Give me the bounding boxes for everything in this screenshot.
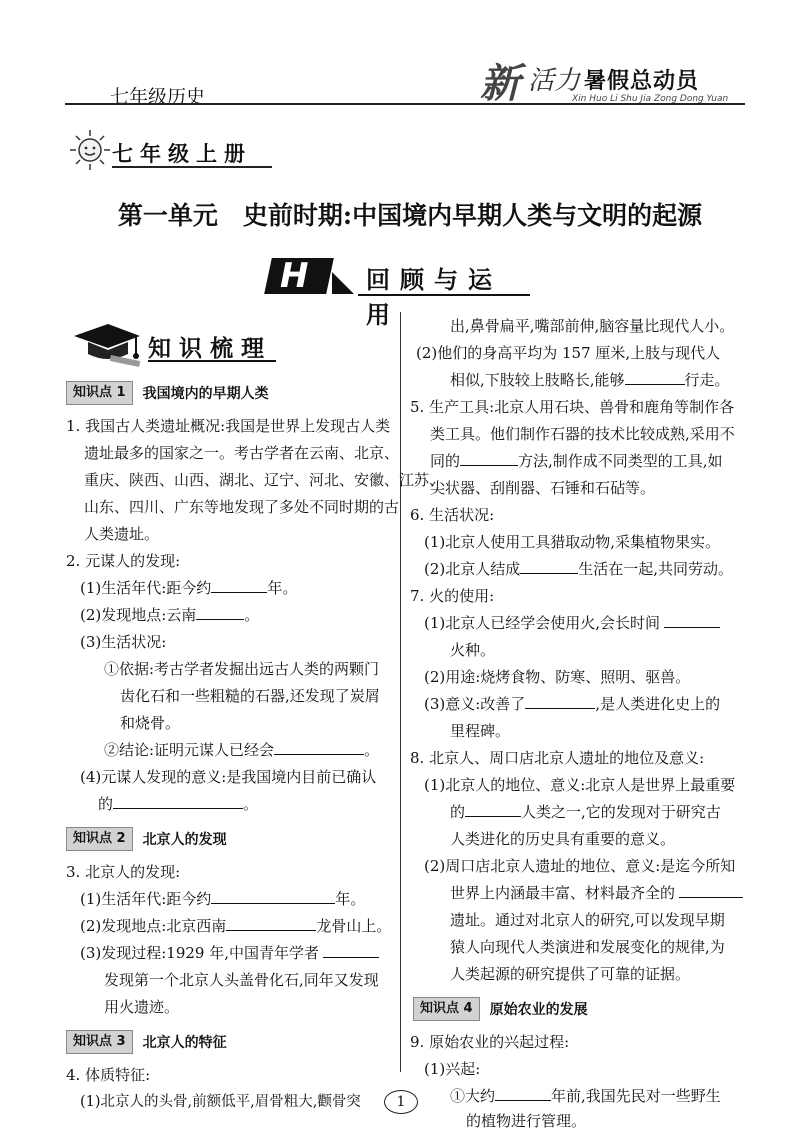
text-line: 2. 元谋人的发现: [66, 552, 181, 570]
answer-blank[interactable] [211, 887, 335, 904]
kp-title: 北京人的特征 [142, 1035, 227, 1051]
text-line: 的 。 [98, 791, 258, 818]
sun-icon [68, 128, 112, 172]
text-line: 出,鼻骨扁平,嘴部前伸,脑容量比现代人小。 [450, 317, 735, 335]
text-line: 齿化石和一些粗糙的石器,还发现了炭屑 [120, 687, 380, 705]
text-line: 4. 体质特征: [66, 1066, 151, 1084]
text-line: 猿人向现代人类演进和发展变化的规律,为 [450, 938, 725, 956]
page-number: 1 [384, 1090, 418, 1114]
column-divider [400, 312, 401, 1072]
text-line: (2)北京人结成 生活在一起,共同劳动。 [424, 556, 733, 583]
volume-label: 七年级上册 [112, 138, 272, 168]
text-line: ①依据:考古学者发掘出远古人类的两颗门 [104, 660, 380, 678]
answer-blank[interactable] [274, 738, 364, 755]
text-line: (2)发现地点:云南 。 [80, 602, 259, 629]
text-line: (3)生活状况: [80, 633, 167, 651]
kp-title: 我国境内的早期人类 [142, 386, 269, 402]
text-line: 的 人类之一,它的发现对于研究古 [450, 799, 721, 826]
kp-title: 北京人的发现 [142, 832, 227, 848]
brand-xin: 新 [480, 60, 520, 107]
text-line: (1)北京人的头骨,前额低平,眉骨粗大,颧骨突 [80, 1094, 361, 1110]
text-line: (2)发现地点:北京西南 龙骨山上。 [80, 913, 391, 940]
text-line: 7. 火的使用: [410, 587, 495, 605]
text-line: (1)生活年代:距今约 年。 [80, 575, 297, 602]
review-banner [268, 256, 530, 329]
text-line: (1)兴起: [424, 1060, 481, 1078]
review-triangle [332, 272, 354, 294]
text-line: (1)北京人使用工具猎取动物,采集植物果实。 [424, 533, 721, 551]
text-line: (2)他们的身高平均为 157 厘米,上肢与现代人 [416, 344, 721, 362]
kp-tag: 知识点 4 [413, 997, 480, 1021]
text-line: 发现第一个北京人头盖骨化石,同年又发现 [104, 971, 379, 989]
answer-blank[interactable] [625, 368, 685, 385]
answer-blank[interactable] [520, 557, 578, 574]
kp-tag: 知识点 1 [66, 381, 133, 405]
answer-blank[interactable] [196, 603, 244, 620]
text-line: (1)生活年代:距今约 年。 [80, 886, 365, 913]
text-line: 用火遗迹。 [104, 998, 180, 1016]
graduation-cap-icon [70, 318, 142, 370]
knowledge-point-3 [66, 1030, 227, 1054]
text-line: 人类进化的历史具有重要的意义。 [450, 830, 676, 848]
text-line: (2)周口店北京人遗址的地位、意义:是迄今所知 [424, 857, 736, 875]
text-line: 3. 北京人的发现: [66, 863, 181, 881]
text-line: 山东、四川、广东等地发现了多处不同时期的古 [84, 498, 400, 516]
text-line: (1)北京人已经学会使用火,会长时间 [424, 610, 720, 637]
text-line: 5. 生产工具:北京人用石块、兽骨和鹿角等制作各 [410, 398, 735, 416]
answer-blank[interactable] [495, 1084, 551, 1101]
knowledge-point-4 [413, 997, 588, 1021]
answer-blank[interactable] [525, 692, 595, 709]
text-line: 和烧骨。 [120, 714, 181, 732]
text-line: 遗址。通过对北京人的研究,可以发现早期 [450, 911, 725, 929]
text-line: 重庆、陕西、山西、湖北、辽宁、河北、安徽、江苏、 [84, 471, 445, 489]
text-line: 相似,下肢较上肢略长,能够 行走。 [450, 367, 730, 394]
text-line: 人类起源的研究提供了可靠的证据。 [450, 965, 691, 983]
text-line: 9. 原始农业的兴起过程: [410, 1033, 570, 1051]
answer-blank[interactable] [460, 449, 518, 466]
answer-blank[interactable] [664, 611, 720, 628]
knowledge-point-2 [66, 827, 227, 851]
text-line: ②结论:证明元谋人已经会 。 [104, 737, 379, 764]
unit-title: 第一单元 史前时期:中国境内早期人类与文明的起源 [117, 201, 703, 230]
brand-huoli: 活力 [528, 66, 581, 96]
answer-blank[interactable] [465, 800, 521, 817]
text-line: 里程碑。 [450, 722, 511, 740]
text-line: 人类遗址。 [84, 525, 160, 543]
answer-blank[interactable] [226, 914, 316, 931]
brand-pinyin: Xin Huo Li Shu Jia Zong Dong Yuan [572, 94, 729, 104]
text-line: (4)元谋人发现的意义:是我国境内目前已确认 [80, 768, 377, 786]
review-letter: H [280, 256, 309, 296]
text-line: 1. 我国古人类遗址概况:我国是世界上发现古人类 [66, 417, 391, 435]
text-line: 尖状器、刮削器、石锤和石砧等。 [430, 479, 656, 497]
section-title: 知识梳理 [148, 330, 276, 362]
kp-title: 原始农业的发展 [489, 1002, 588, 1018]
text-line: (2)用途:烧烤食物、防寒、照明、驱兽。 [424, 668, 691, 686]
brand-title: 暑假总动员 [584, 69, 700, 94]
answer-blank[interactable] [679, 881, 743, 898]
text-line: 世界上内涵最丰富、材料最齐全的 [450, 880, 743, 907]
answer-blank[interactable] [211, 576, 267, 593]
text-line: (1)北京人的地位、意义:北京人是世界上最重要 [424, 776, 736, 794]
text-line: 同的 方法,制作成不同类型的工具,如 [430, 448, 723, 475]
answer-blank[interactable] [113, 792, 243, 809]
text-line: 6. 生活状况: [410, 506, 495, 524]
text-line: 遗址最多的国家之一。考古学者在云南、北京、 [84, 444, 400, 462]
grade-label: 七年级历史 [110, 86, 206, 108]
text-line: 类工具。他们制作石器的技术比较成熟,采用不 [430, 425, 735, 443]
text-line: (3)发现过程:1929 年,中国青年学者 [80, 940, 379, 967]
header-rule [65, 103, 745, 105]
knowledge-point-1 [66, 381, 269, 405]
text-line: (3)意义:改善了 ,是人类进化史上的 [424, 691, 720, 718]
answer-blank[interactable] [323, 941, 379, 958]
review-title: 回顾与运用 [366, 266, 502, 329]
text-line: 的植物进行管理。 [466, 1112, 587, 1130]
review-underline [358, 294, 530, 296]
text-line: ①大约 年前,我国先民对一些野生 [450, 1083, 721, 1110]
brand-logo [472, 50, 742, 108]
kp-tag: 知识点 3 [66, 1030, 133, 1054]
kp-tag: 知识点 2 [66, 827, 133, 851]
text-line: 8. 北京人、周口店北京人遗址的地位及意义: [410, 749, 705, 767]
text-line: 火种。 [450, 641, 496, 659]
